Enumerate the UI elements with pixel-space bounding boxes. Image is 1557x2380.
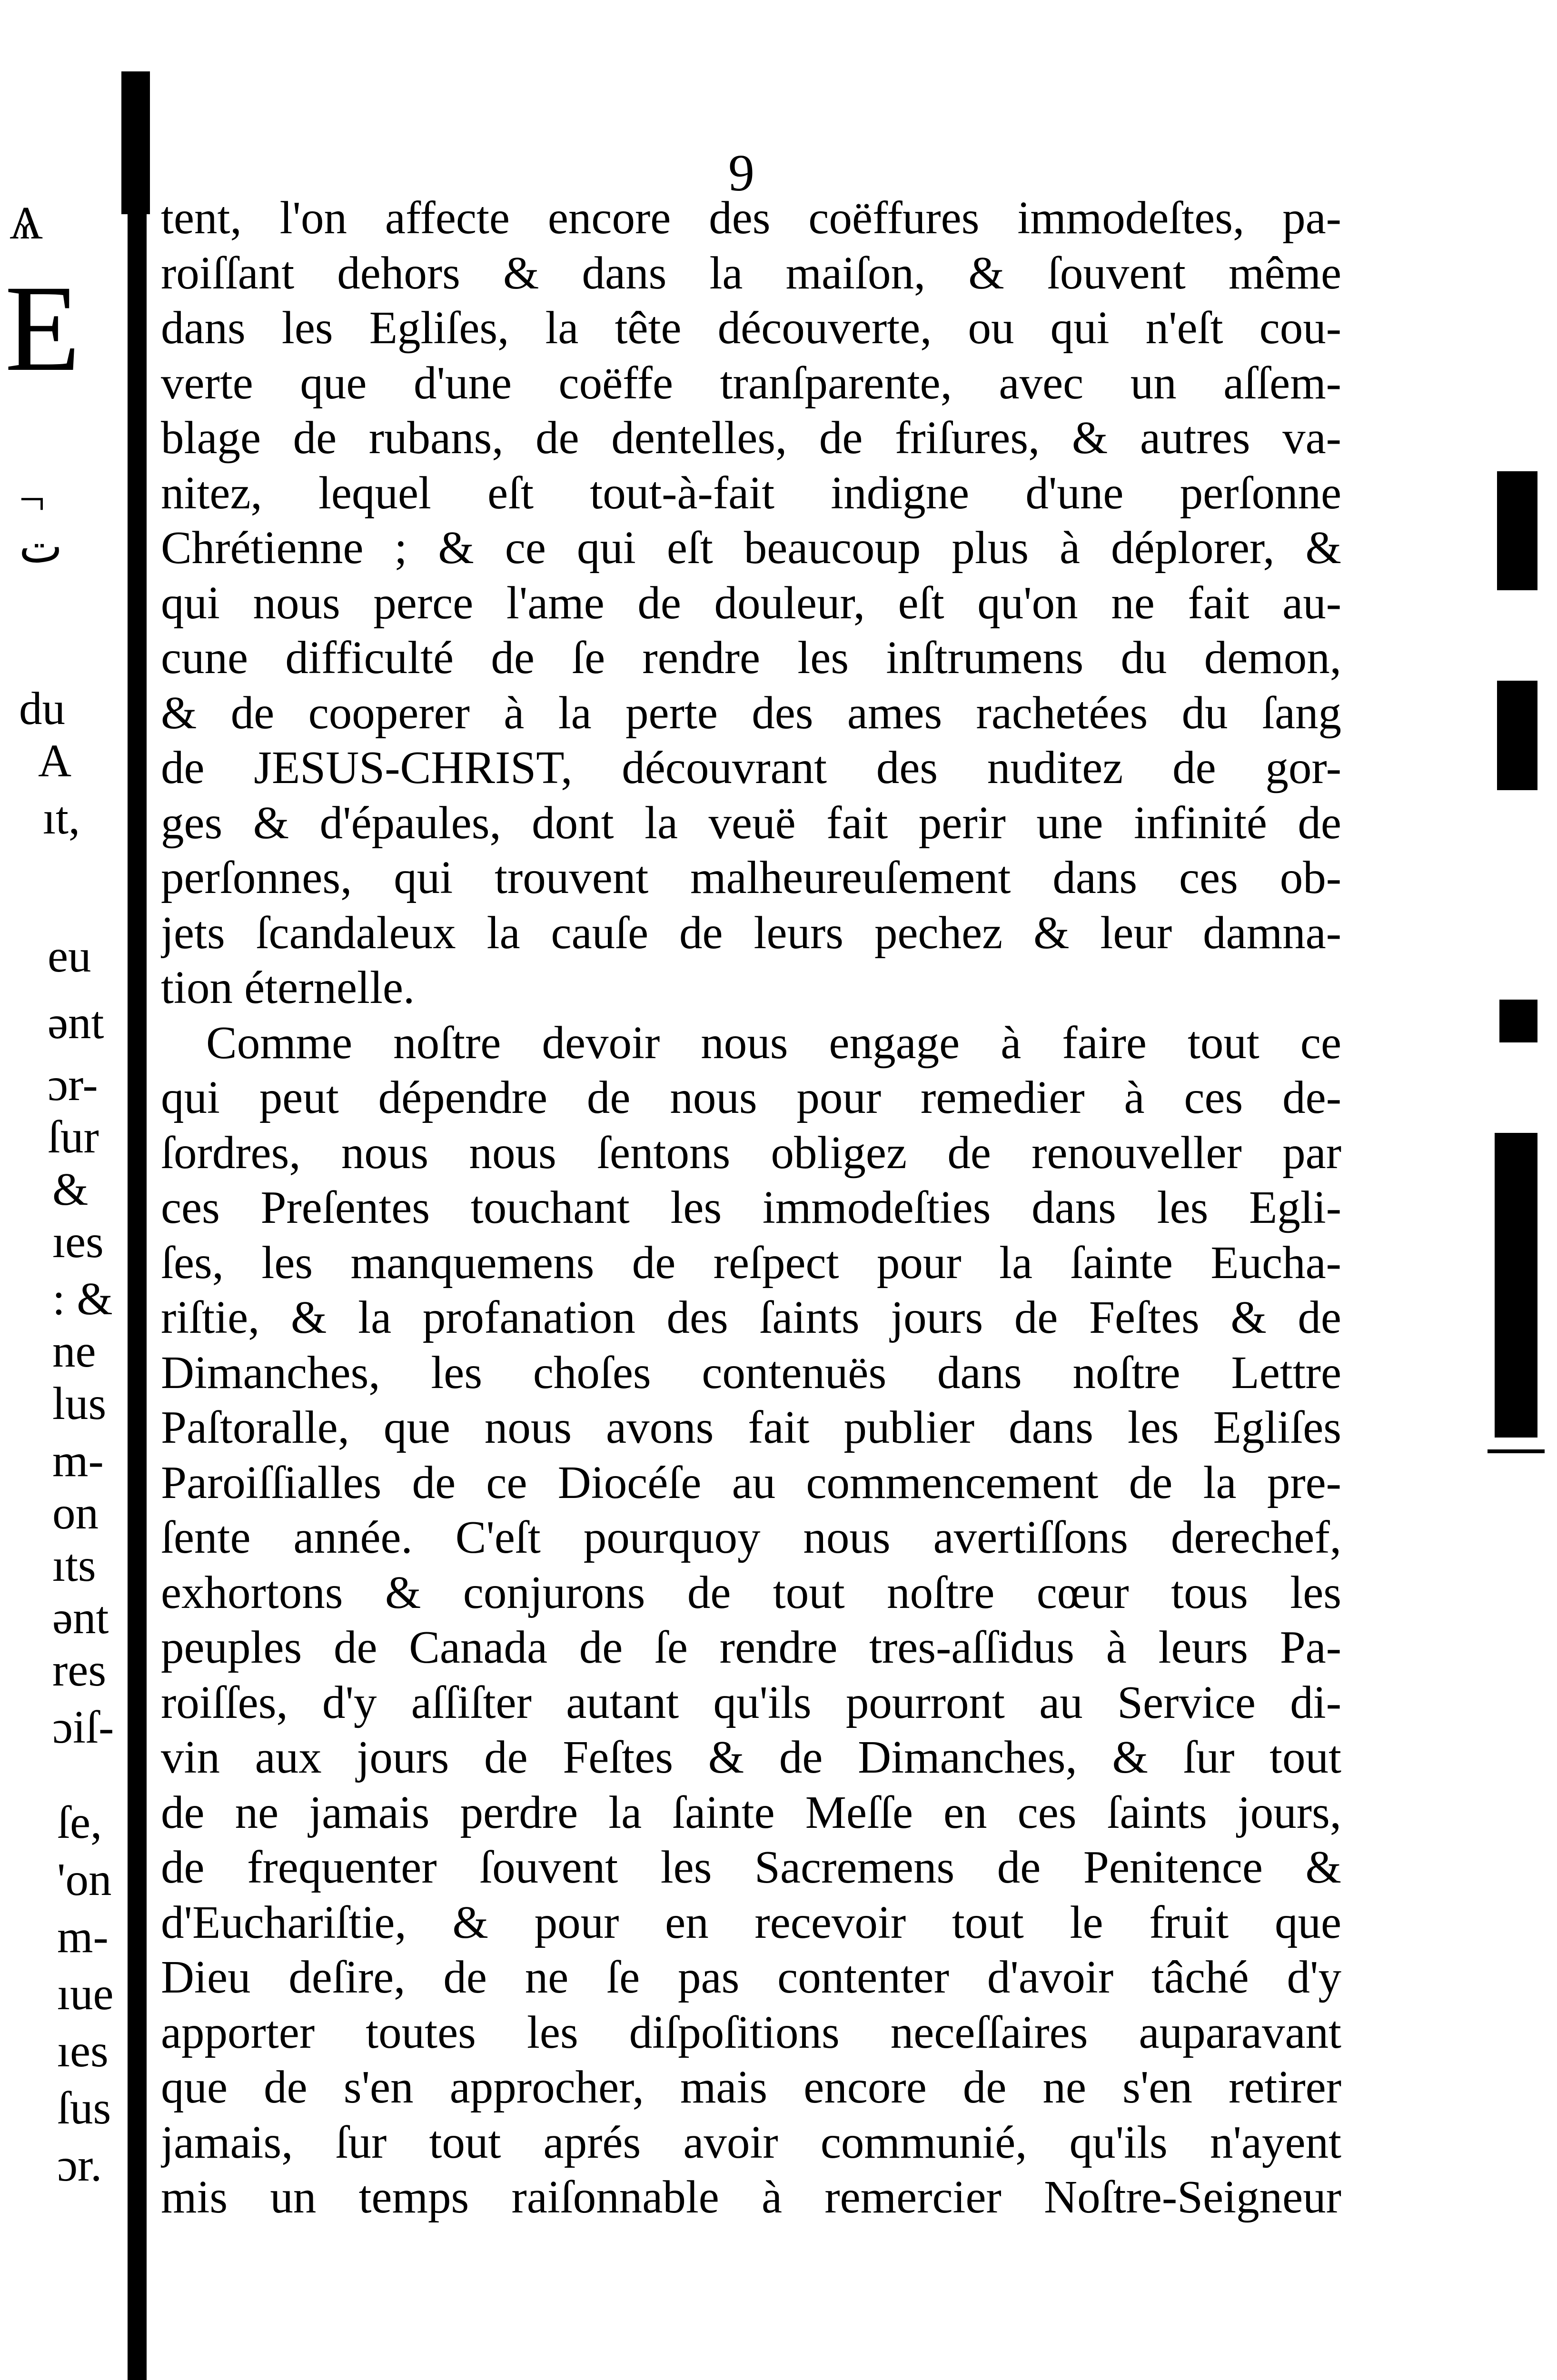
text-line: d'Euchariſtie, & pour en recevoir tout le fruit que — [161, 1896, 1341, 1948]
edge-mark — [1497, 681, 1537, 790]
margin-fragment: ſur — [48, 1111, 99, 1162]
text-line: roiſſant dehors & dans la maiſon, & ſouvent même — [161, 247, 1341, 298]
margin-fragment: ıes — [52, 1216, 104, 1267]
text-line: peuples de Canada de ſe rendre tres-aſſidus à leurs Pa- — [161, 1622, 1341, 1673]
margin-fragment: ənt — [52, 1592, 109, 1643]
margin-fragment: m- — [57, 1911, 109, 1962]
text-line: Dimanches, les choſes contenuës dans noſtre Lettre — [161, 1347, 1341, 1398]
margin-fragment: ɔr. — [57, 2140, 102, 2191]
text-line: ſente année. C'eſt pourquoy nous avertiſſons derechef, — [161, 1512, 1341, 1563]
text-line: apporter toutes les diſpoſitions neceſſaires auparavant — [161, 2006, 1341, 2058]
right-edge-marks — [1485, 0, 1557, 2380]
text-line: ges & d'épaules, dont la veuë fait perir une infinité de — [161, 797, 1341, 848]
margin-fragment: ıes — [57, 2025, 109, 2076]
text-line: de frequenter ſouvent les Sacremens de Penitence & — [161, 1842, 1341, 1893]
margin-fragment: res — [52, 1645, 107, 1696]
text-line: ſes, les manquemens de reſpect pour la ſainte Eucha- — [161, 1237, 1341, 1288]
text-line: roiſſes, d'y aſſiſter autant qu'ils pourront au Service di- — [161, 1676, 1341, 1728]
margin-fragment: m- — [52, 1435, 104, 1486]
margin-fragment: ſe, — [57, 1797, 102, 1848]
margin-fragment: ت — [19, 521, 63, 572]
edge-mark — [1488, 1449, 1545, 1453]
edge-mark — [1497, 471, 1537, 590]
margin-fragment: 'on — [57, 1854, 112, 1905]
margin-fragment: ¬ — [19, 474, 45, 525]
gutter-shadow — [128, 71, 147, 2380]
text-line: Comme noſtre devoir nous engage à faire tout ce — [206, 1017, 1341, 1068]
text-line: jets ſcandaleux la cauſe de leurs pechez & leur damna- — [161, 907, 1341, 958]
margin-fragment: E — [5, 260, 80, 397]
margin-fragment: ıt, — [43, 793, 80, 843]
text-line: exhortons & conjurons de tout noſtre cœur tous les — [161, 1567, 1341, 1618]
text-line: ces Preſentes touchant les immodeſties dans les Egli- — [161, 1182, 1341, 1233]
margin-fragment: A — [38, 735, 72, 786]
margin-fragment: ənt — [48, 997, 104, 1048]
text-line: Paſtoralle, que nous avons fait publier dans les Egliſes — [161, 1402, 1341, 1453]
margin-fragment: du — [19, 683, 65, 734]
text-line: mis un temps raiſonnable à remercier Noſtre-Seigneur — [161, 2172, 1341, 2222]
text-line: verte que d'une coëffe tranſparente, avec un aſſem- — [161, 357, 1341, 408]
text-line: vin aux jours de Feſtes & de Dimanches, & ſur tout — [161, 1732, 1341, 1783]
text-line: Chrétienne ; & ce qui eſt beaucoup plus à déplorer, & — [161, 522, 1341, 573]
text-line: nitez, lequel eſt tout-à-fait indigne d'une perſonne — [161, 467, 1341, 518]
text-line: de JESUS-CHRIST, découvrant des nuditez de gor- — [161, 742, 1341, 793]
page-number: 9 — [728, 144, 754, 202]
text-line: qui nous perce l'ame de douleur, eſt qu'on ne fait au- — [161, 577, 1341, 628]
text-line: que de s'en approcher, mais encore de ne s'en retirer — [161, 2062, 1341, 2112]
text-line: tent, l'on affecte encore des coëffures immodeſtes, pa- — [161, 192, 1341, 243]
margin-fragment: on — [52, 1488, 99, 1538]
edge-mark — [1499, 1000, 1537, 1042]
text-line: Dieu deſire, de ne ſe pas contenter d'avoir tâché d'y — [161, 1952, 1341, 2003]
margin-fragment: ıts — [52, 1540, 96, 1591]
text-line: Paroiſſialles de ce Diocéſe au commencement de la pre- — [161, 1457, 1341, 1508]
text-line: qui peut dépendre de nous pour remedier à ces de- — [161, 1072, 1341, 1123]
margin-fragment: ne — [52, 1326, 96, 1377]
text-line: dans les Egliſes, la tête découverte, ou qui n'eſt cou- — [161, 302, 1341, 353]
text-line: tion éternelle. — [161, 962, 415, 1013]
margin-fragment: ɔiſ- — [52, 1702, 114, 1753]
margin-fragment: ſus — [57, 2082, 111, 2133]
text-line: riſtie, & la profanation des ſaints jours de Feſtes & de — [161, 1292, 1341, 1343]
edge-mark — [1495, 1133, 1537, 1438]
text-line: de ne jamais perdre la ſainte Meſſe en ces ſaints jours, — [161, 1786, 1341, 1838]
text-line: jamais, ſur tout aprés avoir communié, qu'ils n'ayent — [161, 2116, 1341, 2168]
facing-page-fragments — [0, 0, 124, 2380]
text-line: & de cooperer à la perte des ames rachetées du ſang — [161, 687, 1341, 738]
text-line: perſonnes, qui trouvent malheureuſement dans ces ob- — [161, 852, 1341, 903]
margin-fragment: lus — [52, 1378, 107, 1429]
margin-fragment: ıue — [57, 1968, 114, 2019]
margin-fragment: ɔr- — [48, 1059, 98, 1110]
text-line: ſordres, nous nous ſentons obligez de renouveller par — [161, 1127, 1341, 1178]
text-line: blage de rubans, de dentelles, de friſures, & autres va- — [161, 412, 1341, 463]
margin-fragment: : & — [52, 1273, 113, 1324]
text-line: cune difficulté de ſe rendre les inſtrumens du demon, — [161, 632, 1341, 683]
margin-fragment: & — [52, 1164, 89, 1215]
margin-fragment: Ѧ — [10, 198, 43, 248]
margin-fragment: eu — [48, 931, 91, 982]
body-text — [161, 190, 1341, 2225]
